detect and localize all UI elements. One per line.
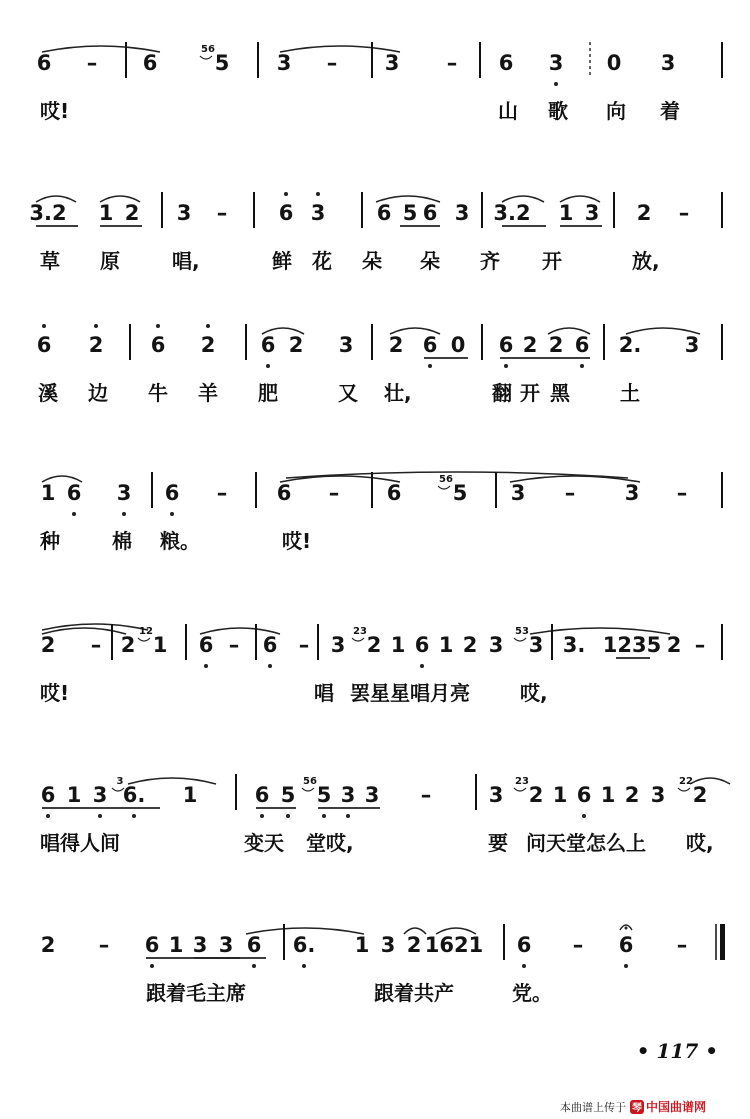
note: 2 — [40, 633, 56, 657]
note: – — [564, 481, 576, 505]
note: 2 — [692, 783, 708, 807]
octave-dot — [428, 364, 432, 368]
note: 3 — [92, 783, 108, 807]
octave-dot — [204, 664, 208, 668]
note: 6 — [40, 783, 56, 807]
note: 3 — [384, 51, 400, 75]
lyric-word: 鲜 — [272, 249, 292, 273]
note: 1 — [552, 783, 568, 807]
note: 2 — [406, 933, 422, 957]
score-system-4 — [0, 460, 750, 570]
octave-dot — [504, 364, 508, 368]
lyric-word: 种 — [40, 529, 60, 553]
note: 6 — [142, 51, 158, 75]
lyric-word: 黑 — [550, 381, 570, 405]
note: 3 — [192, 933, 208, 957]
site-footer[interactable] — [560, 1094, 750, 1119]
fermata-dot — [625, 927, 628, 930]
note: 6 — [164, 481, 180, 505]
note: 6 — [254, 783, 270, 807]
note: 2 — [40, 933, 56, 957]
octave-dot — [322, 814, 326, 818]
note: 3.2 — [493, 201, 531, 225]
note: 6 — [618, 933, 634, 957]
lyric-word: 唱 — [314, 681, 334, 705]
note: 6 — [276, 481, 292, 505]
lyric-word: 朵 — [420, 249, 440, 273]
note: – — [678, 201, 690, 225]
note: 6 — [414, 633, 430, 657]
grace-note: 23 — [515, 776, 529, 787]
note: 6. — [122, 783, 146, 807]
note: 6 — [36, 333, 52, 357]
note: 1 — [66, 783, 82, 807]
lyric-word: 土 — [620, 381, 640, 405]
grace-note: 22 — [679, 776, 693, 787]
note: 3 — [380, 933, 396, 957]
note: 5 — [402, 201, 418, 225]
notation-line — [0, 30, 750, 100]
note: 3 — [116, 481, 132, 505]
phrase-slur — [286, 472, 628, 478]
score-system-3 — [0, 312, 750, 422]
note: 2 — [200, 333, 216, 357]
tie-arc — [280, 46, 400, 52]
note: 6 — [198, 633, 214, 657]
lyric-word: 哎! — [282, 529, 312, 553]
note: 6 — [574, 333, 590, 357]
octave-dot — [302, 964, 306, 968]
lyric-word: 粮。 — [160, 529, 200, 553]
lyrics-line — [0, 96, 750, 130]
note: – — [228, 633, 240, 657]
note: 3 — [330, 633, 346, 657]
note: 3 — [338, 333, 354, 357]
lyric-word: 跟着共产 — [374, 981, 454, 1005]
note: 2. — [618, 333, 642, 357]
lyric-word: 哎, — [686, 831, 714, 855]
note: 6 — [144, 933, 160, 957]
note: 1 — [600, 783, 616, 807]
note: – — [86, 51, 98, 75]
note: 3 — [510, 481, 526, 505]
note: 1 — [438, 633, 454, 657]
note: 5 — [214, 51, 230, 75]
note: 2 — [462, 633, 478, 657]
final-barline-thick — [720, 924, 725, 960]
note: – — [98, 933, 110, 957]
octave-dot — [170, 512, 174, 516]
lyric-word: 齐 — [480, 249, 500, 273]
note: 2 — [548, 333, 564, 357]
lyrics-line — [0, 246, 750, 280]
note: 3 — [176, 201, 192, 225]
octave-dot — [582, 814, 586, 818]
note: 1 — [98, 201, 114, 225]
grace-tie — [138, 638, 150, 641]
note: 3 — [684, 333, 700, 357]
lyrics-line — [0, 678, 750, 712]
lyrics-line — [0, 526, 750, 560]
octave-dot — [122, 512, 126, 516]
lyric-word: 溪 — [38, 381, 58, 405]
grace-tie — [514, 788, 526, 791]
score-system-6 — [0, 762, 750, 872]
grace-note: 56 — [439, 474, 453, 485]
notation-line — [0, 312, 750, 382]
octave-dot — [284, 192, 288, 196]
note: 6 — [516, 933, 532, 957]
grace-tie — [352, 638, 364, 641]
note: 2 — [88, 333, 104, 357]
octave-dot — [420, 664, 424, 668]
note: 1 — [390, 633, 406, 657]
note: – — [572, 933, 584, 957]
note: 3 — [528, 633, 544, 657]
note: 6 — [376, 201, 392, 225]
note: 1 — [558, 201, 574, 225]
octave-dot — [252, 964, 256, 968]
note: 3 — [276, 51, 292, 75]
lyric-word: 唱得人间 — [40, 831, 120, 855]
lyric-word: 羊 — [198, 381, 218, 405]
grace-tie — [438, 486, 450, 489]
note: 1 — [168, 933, 184, 957]
octave-dot — [260, 814, 264, 818]
note: 3. — [562, 633, 586, 657]
octave-dot — [346, 814, 350, 818]
note: – — [446, 51, 458, 75]
note: 6 — [36, 51, 52, 75]
notation-line — [0, 180, 750, 250]
grace-tie — [678, 788, 690, 791]
octave-dot — [156, 324, 160, 328]
grace-note: 12 — [139, 626, 153, 637]
note: 3 — [364, 783, 380, 807]
notation-line — [0, 912, 750, 982]
notation-line — [0, 762, 750, 832]
lyric-word: 唱, — [172, 249, 200, 273]
note: 2 — [124, 201, 140, 225]
octave-dot — [286, 814, 290, 818]
lyric-word: 又 — [338, 381, 358, 405]
lyric-word: 变天 — [244, 831, 284, 855]
note: 3 — [660, 51, 676, 75]
note: 3 — [488, 783, 504, 807]
grace-note: 3 — [116, 776, 124, 787]
note: 2 — [624, 783, 640, 807]
octave-dot — [268, 664, 272, 668]
note: 3 — [454, 201, 470, 225]
note: – — [90, 633, 102, 657]
lyric-word: 肥 — [258, 381, 278, 405]
notation-line — [0, 460, 750, 530]
grace-note: 56 — [303, 776, 317, 787]
note: – — [694, 633, 706, 657]
octave-dot — [624, 964, 628, 968]
page-number: • 117 • — [636, 1039, 718, 1063]
note: 6 — [576, 783, 592, 807]
lyrics-line — [0, 978, 750, 1012]
lyric-word: 原 — [100, 249, 120, 273]
octave-dot — [72, 512, 76, 516]
octave-dot — [98, 814, 102, 818]
score-system-7 — [0, 912, 750, 1022]
grace-tie — [302, 788, 314, 791]
lyric-word: 要 — [488, 831, 508, 855]
note: 2 — [366, 633, 382, 657]
lyric-word: 哎, — [520, 681, 548, 705]
octave-dot — [266, 364, 270, 368]
score-system-1 — [0, 30, 750, 140]
note: 6 — [498, 333, 514, 357]
grace-note: 56 — [201, 44, 215, 55]
score-system-5 — [0, 612, 750, 722]
octave-dot — [150, 964, 154, 968]
note: 2 — [522, 333, 538, 357]
note: 3 — [310, 201, 326, 225]
note: 6 — [66, 481, 82, 505]
note: 3 — [624, 481, 640, 505]
octave-dot — [522, 964, 526, 968]
note: – — [328, 481, 340, 505]
note: – — [298, 633, 310, 657]
lyric-word: 着 — [660, 99, 680, 123]
notation-line — [0, 612, 750, 682]
note: – — [216, 201, 228, 225]
lyric-word: 山 — [498, 99, 518, 123]
note: 2 — [120, 633, 136, 657]
note: 3 — [488, 633, 504, 657]
note: 6 — [278, 201, 294, 225]
octave-dot — [46, 814, 50, 818]
note: 5 — [316, 783, 332, 807]
grace-tie — [200, 56, 212, 59]
lyric-word: 边 — [88, 381, 108, 405]
note: – — [676, 933, 688, 957]
site-logo[interactable] — [630, 1098, 706, 1115]
lyric-word: 跟着毛主席 — [146, 981, 246, 1005]
lyric-word: 问天堂怎么上 — [526, 831, 646, 855]
upload-notice: 本曲谱上传于 — [560, 1100, 626, 1114]
note: 3.2 — [29, 201, 67, 225]
note: 2 — [288, 333, 304, 357]
octave-dot — [554, 82, 558, 86]
lyric-word: 堂哎, — [306, 831, 354, 855]
note: 6. — [292, 933, 316, 957]
note: 6 — [262, 633, 278, 657]
note: 6 — [246, 933, 262, 957]
note: 1235 — [602, 633, 662, 657]
note: 1 — [354, 933, 370, 957]
lyric-word: 哎! — [40, 99, 70, 123]
octave-dot — [580, 364, 584, 368]
note: 0 — [450, 333, 466, 357]
note: 3 — [218, 933, 234, 957]
lyrics-line — [0, 828, 750, 862]
lyrics-line — [0, 378, 750, 412]
note: 1621 — [424, 933, 484, 957]
note: 1 — [182, 783, 198, 807]
grace-note: 53 — [515, 626, 529, 637]
note: 6 — [498, 51, 514, 75]
octave-dot — [206, 324, 210, 328]
note: 1 — [152, 633, 168, 657]
lyric-word: 朵 — [362, 249, 382, 273]
note: – — [216, 481, 228, 505]
note: 3 — [584, 201, 600, 225]
note: 5 — [280, 783, 296, 807]
lyric-word: 放, — [632, 249, 660, 273]
note: 3 — [650, 783, 666, 807]
note: – — [676, 481, 688, 505]
note: 1 — [40, 481, 56, 505]
note: 6 — [260, 333, 276, 357]
note: 6 — [150, 333, 166, 357]
note: 0 — [606, 51, 622, 75]
lyric-word: 壮, — [384, 381, 412, 405]
note: 2 — [388, 333, 404, 357]
octave-dot — [94, 324, 98, 328]
lyric-word: 哎! — [40, 681, 70, 705]
note: 5 — [452, 481, 468, 505]
note: 6 — [422, 333, 438, 357]
lyric-word: 开 — [520, 381, 540, 405]
grace-note: 23 — [353, 626, 367, 637]
score-system-2 — [0, 180, 750, 290]
piano-logo-icon: 琴 — [630, 1100, 644, 1114]
lyric-word: 草 — [40, 249, 60, 273]
octave-dot — [42, 324, 46, 328]
note: 2 — [528, 783, 544, 807]
lyric-word: 牛 — [148, 381, 168, 405]
grace-tie — [514, 638, 526, 641]
note: 3 — [340, 783, 356, 807]
lyric-word: 向 — [606, 99, 626, 123]
note: – — [326, 51, 338, 75]
lyric-word: 罢星星唱月亮 — [350, 681, 470, 705]
lyric-word: 花 — [312, 249, 332, 273]
note: 2 — [666, 633, 682, 657]
octave-dot — [316, 192, 320, 196]
note: 6 — [422, 201, 438, 225]
lyric-word: 开 — [542, 249, 562, 273]
lyric-word: 翻 — [492, 381, 512, 405]
note: 3 — [548, 51, 564, 75]
lyric-word: 党。 — [512, 981, 552, 1005]
lyric-word: 歌 — [548, 99, 568, 123]
note: 6 — [386, 481, 402, 505]
octave-dot — [132, 814, 136, 818]
note: – — [420, 783, 432, 807]
note: 2 — [636, 201, 652, 225]
site-name: 中国曲谱网 — [646, 1100, 707, 1114]
lyric-word: 棉 — [112, 529, 132, 553]
